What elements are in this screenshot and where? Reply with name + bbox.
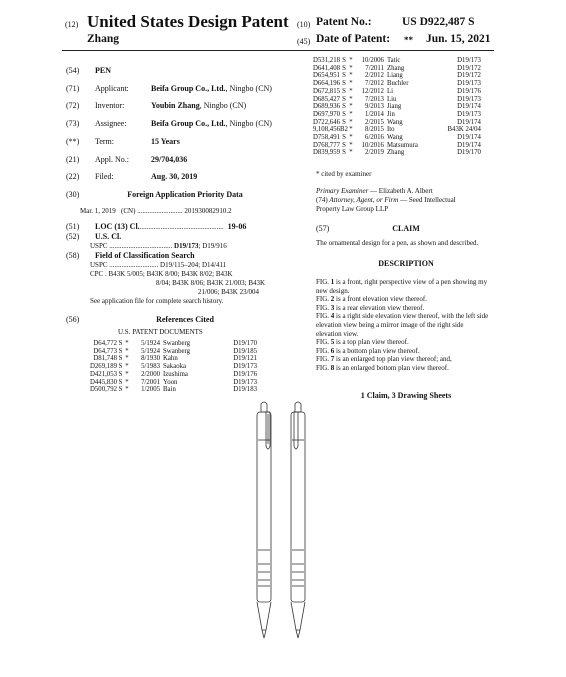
description-line: FIG. 7 is an enlarged top plan view thereof; and, [316,355,452,364]
description-body [316,278,498,373]
search-history-note: See application file for complete search history. [90,297,224,305]
table-row: D672,815 S * 12/2012 Li D19/176 [313,87,481,95]
description-line: FIG. 4 is a right side elevation view thereof, with the left side [316,312,489,321]
table-row: D64,773 S * 5/1924 Swanberg D19/185 [93,347,257,355]
table-row: D64,772 S * 5/1924 Swanberg D19/170 [93,340,257,347]
right-citations-table [296,57,481,157]
us-classification: (52) U.S. Cl. [66,232,122,241]
description-line: FIG. 1 is a front, right perspective view of a pen showing my [316,278,488,286]
left-citations-table [73,340,257,394]
attorney-line-2: Property Law Group LLP [316,205,389,213]
description-line: FIG. 8 is an enlarged bottom plan view thereof. [316,363,449,372]
references-heading: (56) References Cited [66,315,214,324]
description-line: elevation view. [316,329,359,338]
field-of-search-heading: (58) Field of Classification Search [66,251,195,260]
table-row: D689,936 S * 9/2013 Jiang D19/174 [313,103,481,111]
code-10: (10) [297,20,311,29]
cited-by-examiner-note: * cited by examiner [316,170,372,178]
pen-left-view [257,402,271,638]
field-appl-no: (21) Appl. No.: 29/704,036 [66,155,188,164]
table-row: D664,196 S * 7/2012 Buchler D19/173 [313,80,481,88]
table-row: D685,427 S * 7/2013 Liu D19/173 [313,95,481,103]
description-line: FIG. 6 is a bottom plan view thereof. [316,346,420,355]
table-row: D654,951 S * 2/2012 Liang D19/172 [313,72,481,80]
table-row: 9,108,456 B2 * 8/2015 Ito B43K 24/04 [312,126,481,134]
field-filed: (22) Filed: Aug. 30, 2019 [66,172,198,181]
field-term: (**) Term: 15 Years [66,137,180,146]
table-row: D421,053 S * 2/2000 Izushima D19/176 [90,370,257,378]
claims-and-sheets: 1 Claim, 3 Drawing Sheets [360,391,452,400]
uspc-entry: USPC .................................... D19/173; D19/916 [90,242,227,250]
table-row: D768,777 S * 10/2016 Matsumura D19/174 [313,141,481,149]
patent-date: Jun. 15, 2021 [426,33,491,45]
us-patent-documents-heading: U.S. PATENT DOCUMENTS [118,328,203,336]
description-line: elevation view being a mirror image of the right side [316,320,464,329]
code-12: (12) [65,20,79,29]
priority-heading: (30) Foreign Application Priority Data [66,190,243,199]
search-line-cpc-2: 8/04; B43K 8/06; B43K 21/003; B43K [156,279,266,287]
table-row: D839,959 S * 2/2019 Zhang D19/170 [313,149,481,157]
search-line-cpc-3: 21/006; B43K 23/004 [198,288,260,296]
field-title: (54) PEN [66,66,111,75]
claim-code: (57) [316,224,330,233]
search-line-cpc: CPC . B43K 5/005; B43K 8/00; B43K 8/02; B43K [90,270,233,278]
table-row: D445,830 S * 7/2001 Yoon D19/173 [90,378,257,386]
table-row: D722,646 S * 2/2015 Wang D19/174 [313,118,481,126]
description-heading: DESCRIPTION [378,259,434,268]
search-line-uspc: USPC ............................ D19/115–204; D14/411 [90,261,227,269]
table-row: D641,408 S * 7/2011 Zhang D19/172 [313,64,481,72]
claim-heading: CLAIM [392,224,420,233]
attorney: (74) Attorney, Agent, or Firm — Seed Intellectual [316,196,456,204]
table-row: D269,189 S * 5/1983 Sakaoka D19/173 [90,363,257,371]
date-stars: ** [404,35,413,45]
field-inventor: (72) Inventor: Youbin Zhang, Ningbo (CN) [66,101,247,110]
table-row: D500,792 S * 1/2005 Bain D19/183 [90,386,257,394]
pen-drawing [240,400,330,668]
header-rule [62,50,494,51]
description-line: FIG. 3 is a rear elevation view thereof. [316,303,425,312]
table-row: D531,218 S * 10/2006 Tatic D19/173 [313,57,481,64]
claim-text: The ornamental design for a pen, as shown and described. [316,239,479,247]
patent-number: US D922,487 S [402,16,475,28]
field-assignee: (73) Assignee: Beifa Group Co., Ltd., Ningbo (CN) [66,119,272,128]
inventor-short-name: Zhang [87,33,119,45]
priority-entry: Mar. 1, 2019 (CN) .......................... 201930082910.2 [80,207,232,215]
date-of-patent-label: Date of Patent: [316,33,391,45]
table-row: D758,491 S * 6/2016 Wang D19/174 [313,134,481,142]
description-line: FIG. 5 is a top plan view thereof. [316,338,409,347]
patent-no-label: Patent No.: [316,16,372,28]
table-row: D697,970 S * 1/2014 Jin D19/173 [313,110,481,118]
table-row: D81,748 S * 8/1930 Kahn D19/121 [93,355,257,363]
field-applicant: (71) Applicant: Beifa Group Co., Ltd., Ningbo (CN) [66,84,272,93]
primary-examiner: Primary Examiner — Elizabeth A. Albert [316,187,433,195]
code-45: (45) [297,37,311,46]
pen-right-view [291,402,305,638]
document-title: United States Design Patent [87,12,289,31]
description-line: FIG. 2 is a front elevation view thereof. [316,295,427,304]
description-line: new design. [316,286,350,295]
loc-classification: (51) LOC (13) Cl................................................. 19-06 [66,222,247,231]
